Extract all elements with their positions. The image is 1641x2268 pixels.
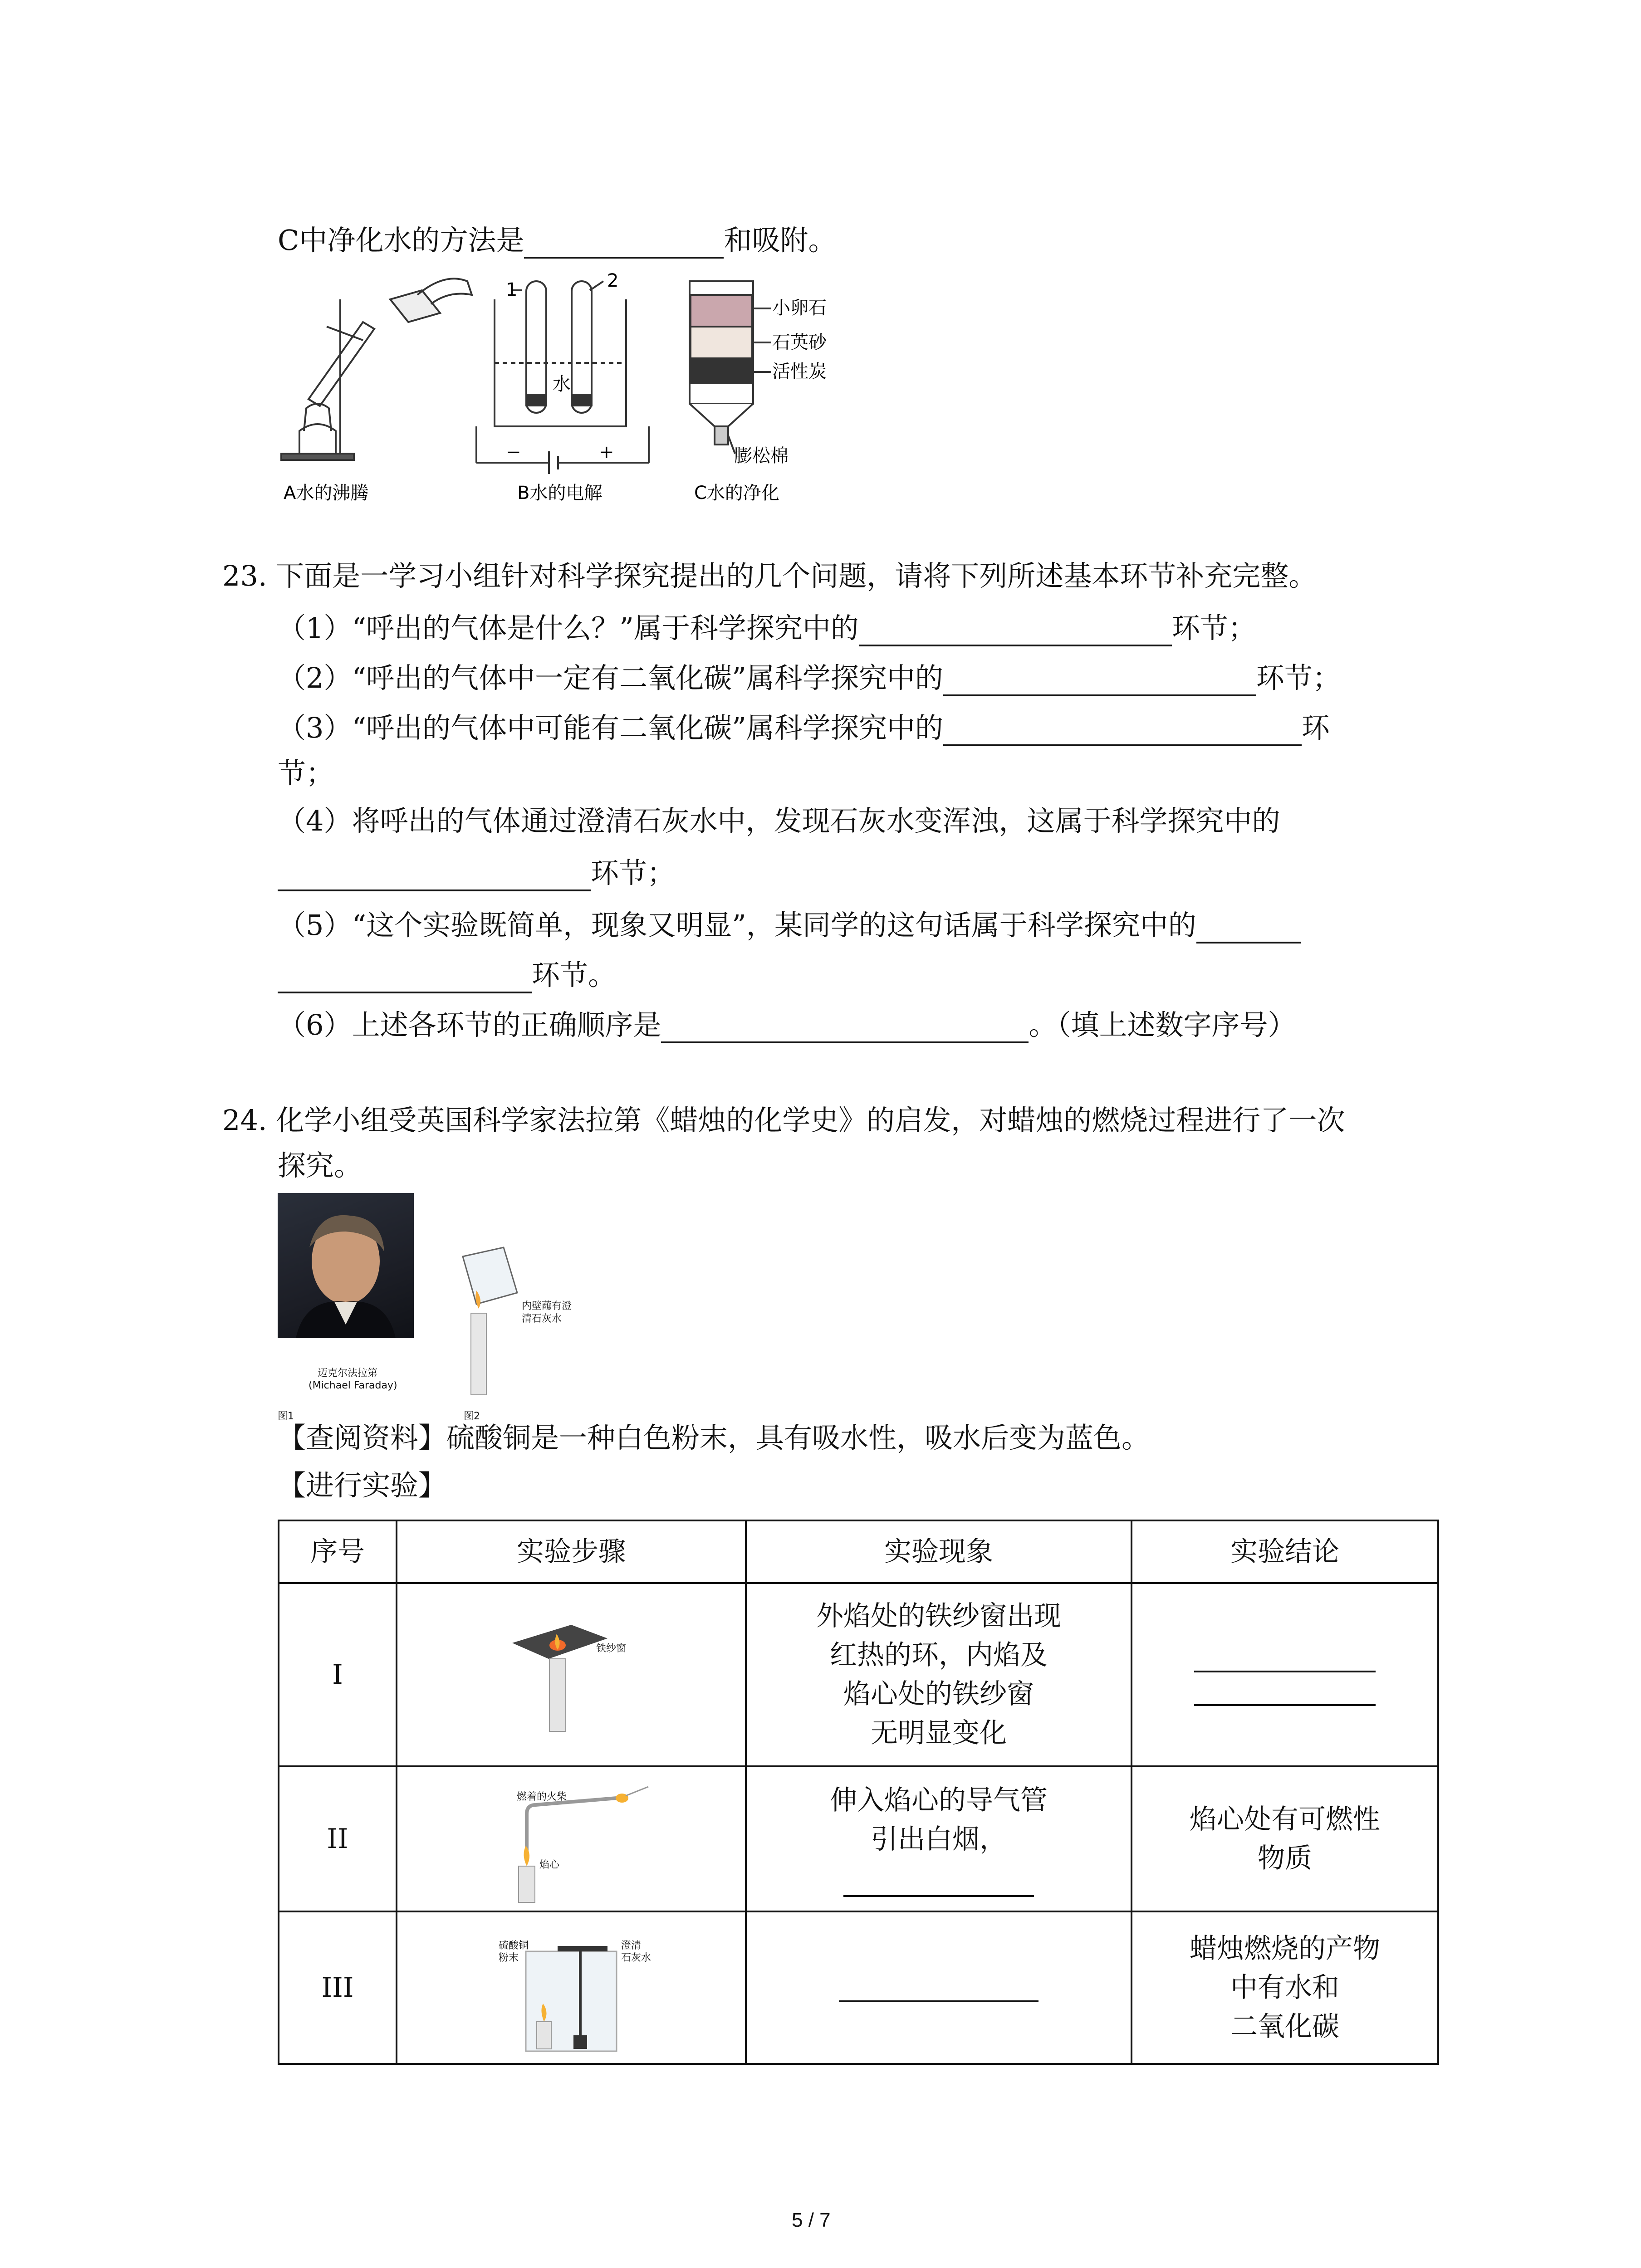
q23-s5-blank-2[interactable] — [278, 963, 532, 993]
q23-s1-text: （1）“呼出的气体是什么？”属于科学探究中的 — [278, 611, 859, 645]
row1-no: I — [279, 1583, 397, 1766]
row3-conclusion — [1132, 1911, 1438, 2064]
water-figures-drawing — [272, 263, 827, 517]
fig1-name: 迈克尔法拉第 — [318, 1368, 378, 1379]
table-row — [279, 1583, 1438, 1766]
row2-drawing — [490, 1773, 653, 1905]
row2-step-label-1: 燃着的火柴 — [517, 1791, 567, 1803]
row2-conclusion — [1132, 1766, 1438, 1911]
q23-s2 — [278, 660, 1341, 696]
row2-step-figure — [490, 1773, 653, 1905]
q23-s3-blank[interactable] — [943, 715, 1302, 746]
q23-stem: 23. 下面是一学习小组针对科学探究提出的几个问题，请将下列所述基本环节补充完整。 — [222, 559, 1317, 592]
q23-s6-text: （6）上述各环节的正确顺序是 — [278, 1008, 661, 1041]
q23-s2-blank[interactable] — [943, 665, 1256, 696]
row3-phenomenon-blank[interactable] — [839, 1973, 1038, 2002]
row2-phen-line1: 伸入焰心的导气管 — [830, 1784, 1048, 1816]
q24-stem-line1: 24. 化学小组受英国科学家法拉第《蜡烛的化学史》的启发，对蜡烛的燃烧过程进行了一次 — [222, 1104, 1345, 1137]
faraday-portrait — [278, 1193, 414, 1338]
fig2-label: 图2 — [464, 1411, 480, 1422]
row1-conclusion-blank-2[interactable] — [1194, 1677, 1376, 1706]
fig2-note-1: 内壁蘸有澄 — [522, 1300, 572, 1312]
row1-phenomenon — [746, 1583, 1132, 1766]
row3-conc-line3: 二氧化碳 — [1230, 2011, 1339, 2043]
row1-step — [397, 1583, 746, 1766]
header-step: 实验步骤 — [397, 1520, 746, 1583]
row2-conc-line2: 物质 — [1258, 1843, 1312, 1874]
c-layer-2: 石英砂 — [772, 332, 827, 353]
q22-suffix: 和吸附。 — [724, 224, 837, 257]
row3-step-figure — [490, 1920, 653, 2056]
row1-phen-line3: 焰心处的铁纱窗 — [843, 1678, 1034, 1710]
q24-stem-line2: 探究。 — [278, 1149, 362, 1182]
q23-s2-text: （2）“呼出的气体中一定有二氧化碳”属科学探究中的 — [278, 661, 943, 694]
b-plus: + — [599, 442, 614, 463]
q24-experiment-heading: 【进行实验】 — [278, 1469, 447, 1502]
water-figures — [272, 263, 827, 517]
page-number: 5 / 7 — [792, 2209, 831, 2231]
row1-conclusion-blank-1[interactable] — [1194, 1643, 1376, 1672]
portrait-drawing — [278, 1193, 414, 1338]
fig2-note-2: 清石灰水 — [522, 1313, 562, 1325]
fig1-label: 图1 — [278, 1411, 294, 1422]
row3-step — [397, 1911, 746, 2064]
q23-s1-end: 环节； — [1171, 611, 1256, 645]
row2-phenomenon — [746, 1766, 1132, 1911]
q23-s3 — [278, 710, 1330, 746]
q22-prefix: C中净化水的方法是 — [278, 224, 524, 257]
row1-phen-line2: 红热的环，内焰及 — [830, 1639, 1048, 1671]
row3-step-label-2b: 石灰水 — [621, 1952, 652, 1964]
c-caption: C水的净化 — [694, 483, 779, 503]
header-phenomenon: 实验现象 — [746, 1520, 1132, 1583]
table-header-row — [279, 1520, 1438, 1583]
q23-s3-end: 环 — [1301, 711, 1330, 744]
a-caption: A水的沸腾 — [284, 483, 369, 503]
header-conclusion: 实验结论 — [1132, 1520, 1438, 1583]
fig1-name-en: (Michael Faraday) — [309, 1380, 397, 1391]
q23-s1-blank[interactable] — [859, 616, 1172, 646]
b-label-2: 2 — [607, 270, 619, 291]
row1-step-label: 铁纱窗 — [596, 1643, 627, 1654]
q23-s3-cont: 节； — [278, 757, 334, 790]
b-label-1: 1 — [506, 279, 518, 300]
row3-step-label-1: 硫酸铜 — [499, 1940, 529, 1951]
q23-s1 — [278, 610, 1256, 646]
table-row — [279, 1766, 1438, 1911]
q24-info: 【查阅资料】硫酸铜是一种白色粉末，具有吸水性，吸水后变为蓝色。 — [278, 1421, 1150, 1454]
q23-s4-blank[interactable] — [278, 860, 591, 891]
q22-blank[interactable] — [524, 228, 724, 259]
q23-s5-blank-1[interactable] — [1196, 913, 1301, 943]
row2-step-label-2: 焰心 — [539, 1859, 560, 1871]
header-no: 序号 — [279, 1520, 397, 1583]
q22-tail-line — [278, 222, 836, 259]
c-layer-1: 小卵石 — [772, 298, 827, 318]
b-caption: B水的电解 — [517, 483, 603, 503]
q23-s5 — [278, 907, 1301, 943]
row1-conclusion — [1132, 1583, 1438, 1766]
q23-s4-cont — [278, 855, 675, 891]
row1-phen-line4: 无明显变化 — [871, 1717, 1007, 1749]
row3-step-label-1b: 粉末 — [499, 1952, 519, 1964]
row1-step-figure — [503, 1616, 639, 1734]
row2-phenomenon-blank[interactable] — [843, 1868, 1034, 1897]
c-layer-4: 膨松棉 — [734, 445, 789, 466]
row2-conc-line1: 焰心处有可燃性 — [1190, 1804, 1380, 1835]
q23-s6-blank[interactable] — [661, 1012, 1029, 1043]
q23-s5-text: （5）“这个实验既简单，现象又明显”，某同学的这句话属于科学探究中的 — [278, 909, 1196, 942]
b-water: 水 — [553, 374, 571, 395]
q23-s5-cont — [278, 957, 616, 993]
row1-phen-line1: 外焰处的铁纱窗出现 — [816, 1600, 1061, 1632]
q23-s6 — [278, 1007, 1296, 1043]
row3-conc-line2: 中有水和 — [1230, 1972, 1339, 2004]
q23-s4-end: 环节； — [591, 856, 676, 890]
row3-conc-line1: 蜡烛燃烧的产物 — [1190, 1933, 1380, 1965]
row2-phen-line2: 引出白烟， — [871, 1823, 1007, 1855]
q23-s6-end: 。（填上述数字序号） — [1029, 1008, 1296, 1041]
table-row — [279, 1911, 1438, 2064]
row3-no: III — [279, 1911, 397, 2064]
q23-s3-text: （3）“呼出的气体中可能有二氧化碳”属科学探究中的 — [278, 711, 943, 744]
experiment-table — [278, 1520, 1439, 2065]
row2-step — [397, 1766, 746, 1911]
q23-s4: （4）将呼出的气体通过澄清石灰水中，发现石灰水变浑浊，这属于科学探究中的 — [278, 804, 1280, 837]
c-layer-3: 活性炭 — [772, 361, 827, 382]
row2-no: II — [279, 1766, 397, 1911]
row3-phenomenon — [746, 1911, 1132, 2064]
b-minus: − — [506, 442, 521, 463]
q23-s2-end: 环节； — [1256, 661, 1341, 694]
q23-s5-end: 环节。 — [532, 958, 617, 992]
row3-step-label-2: 澄清 — [621, 1940, 642, 1951]
